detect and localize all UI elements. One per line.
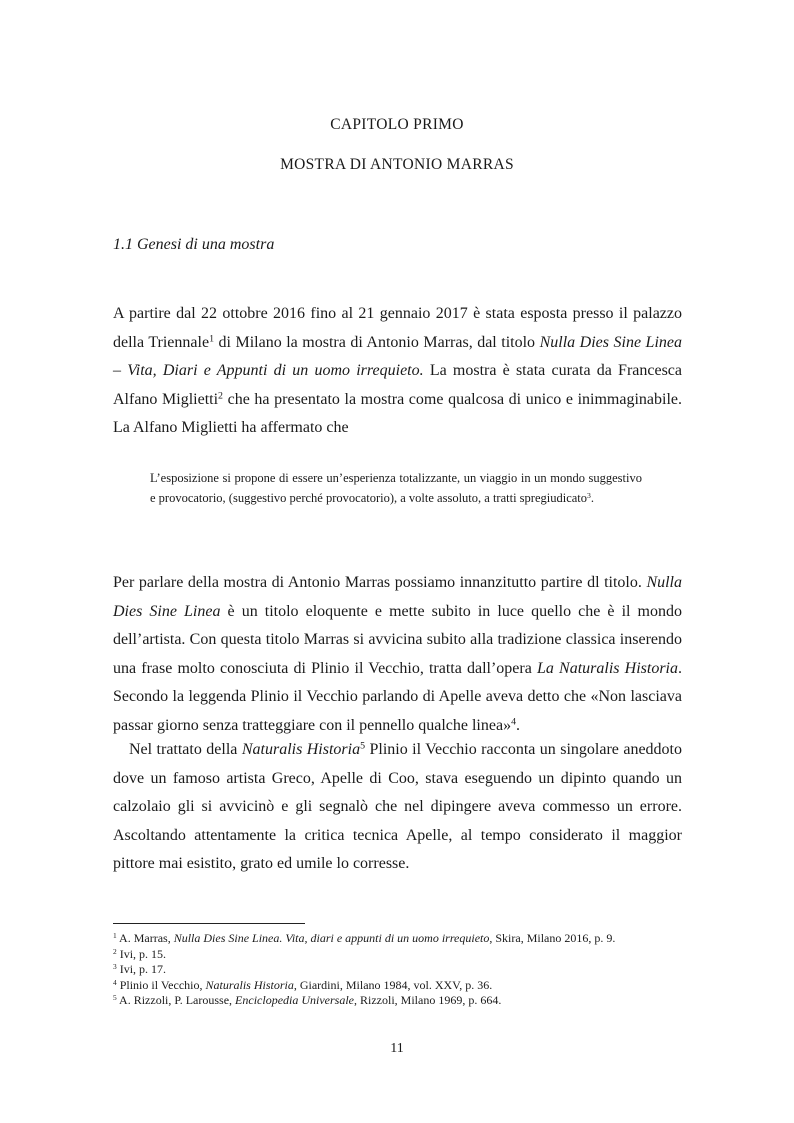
footnote [113,993,693,1009]
quote-text: L’esposizione si propone di essere un’esperienza totalizzante, un viaggio in un mondo suggestivo e provocatorio, (suggestivo perché provocatorio), a volte assoluto, a tratti spregiudicato [150,471,642,505]
text-run: . [516,716,521,734]
footnote [113,978,693,994]
footnote-number: 1 [113,930,117,940]
paragraph-intro [113,300,682,443]
footnote [113,931,693,947]
footnote-divider [113,923,305,924]
italic-title: Nulla Dies Sine Linea [113,574,682,620]
exhibition-title: Nulla Dies Sine Linea – Vita, Diari e Appunti di un uomo irrequieto. [113,333,683,379]
footnotes [113,931,693,1009]
text-run: La mostra è stata curata da Francesca Alfano Miglietti [113,362,683,408]
text-run: Nel trattato della [129,741,242,758]
text-run: è un titolo eloquente e mette subito in luce quello che è il mondo dell’artista. Con questa titolo Marras si avvicina subito alla tradizione classica inserendo una frase molto conosciuta di Plinio il Vecchio, tratta dall’opera [113,602,683,677]
footnote-text: , Rizzoli, Milano 1969, p. 664. [354,993,502,1007]
paragraph-title-discussion [113,569,682,740]
footnote-number: 2 [113,946,117,956]
footnote [113,947,693,963]
section-title: 1.1 Genesi di una mostra [113,236,275,253]
footnote-ref: 4 [511,716,517,728]
text-run: . [590,490,595,505]
block-quote [150,469,642,508]
footnote-ref: 1 [209,333,215,345]
footnote-text: Ivi, p. 15. [116,946,167,961]
footnote-italic: Enciclopedia Universale [235,993,355,1007]
footnote-italic: Naturalis Historia [205,977,294,992]
footnote-ref: 2 [218,390,223,402]
text-run: Plinio il Vecchio racconta un singolare aneddoto dove un famoso artista Greco, Apelle di Coo, stava eseguendo un dipinto quando un calzolaio gli si avvicinò e gli segnalò che nel dipingere aveva commesso un errore. Ascoltando attentamente la critica tecnica Apelle, al tempo considerato il maggior pittore mai esistito, grato ed umile lo corresse. [113,741,682,872]
footnote-ref: 3 [587,490,591,500]
footnote-number: 4 [113,977,117,987]
italic-title: La Naturalis Historia [537,659,679,677]
text-run: . Secondo la leggenda Plinio il Vecchio parlando di Apelle aveva detto che «Non lasciava passar giorno senza tratteggiare con il pennello qualche linea» [113,659,683,734]
footnote-ref: 5 [360,740,366,752]
footnote [113,962,693,978]
page-number: 11 [390,1041,404,1056]
paragraph-anecdote [113,736,682,879]
chapter-title: MOSTRA DI ANTONIO MARRAS [280,156,514,173]
footnote-text: , Giardini, Milano 1984, vol. XXV, p. 36. [293,977,493,992]
text-run: di Milano la mostra di Antonio Marras, dal titolo [214,333,540,351]
footnote-text: A. Rizzoli, P. Larousse, [116,993,236,1007]
text-run: Per parlare della mostra di Antonio Marras possiamo innanzitutto partire dl titolo. [113,574,647,591]
footnote-number: 3 [113,961,117,971]
footnote-text: A. Marras, [116,931,174,945]
footnote-italic: Nulla Dies Sine Linea. Vita, diari e appunti di un uomo irrequieto [173,931,490,945]
italic-title: Naturalis Historia [241,741,361,758]
chapter-label: CAPITOLO PRIMO [330,116,464,133]
text-run: A partire dal 22 ottobre 2016 fino al 21 gennaio 2017 è stata esposta presso il palazzo della Triennale [113,305,682,351]
text-run: che ha presentato la mostra come qualcosa di unico e inimmaginabile. La Alfano Miglietti ha affermato che [113,390,682,436]
footnote-text: Ivi, p. 17. [116,962,167,976]
footnote-text: , Skira, Milano 2016, p. 9. [489,931,616,945]
footnote-number: 5 [113,992,117,1002]
footnote-text: Plinio il Vecchio, [116,977,206,992]
